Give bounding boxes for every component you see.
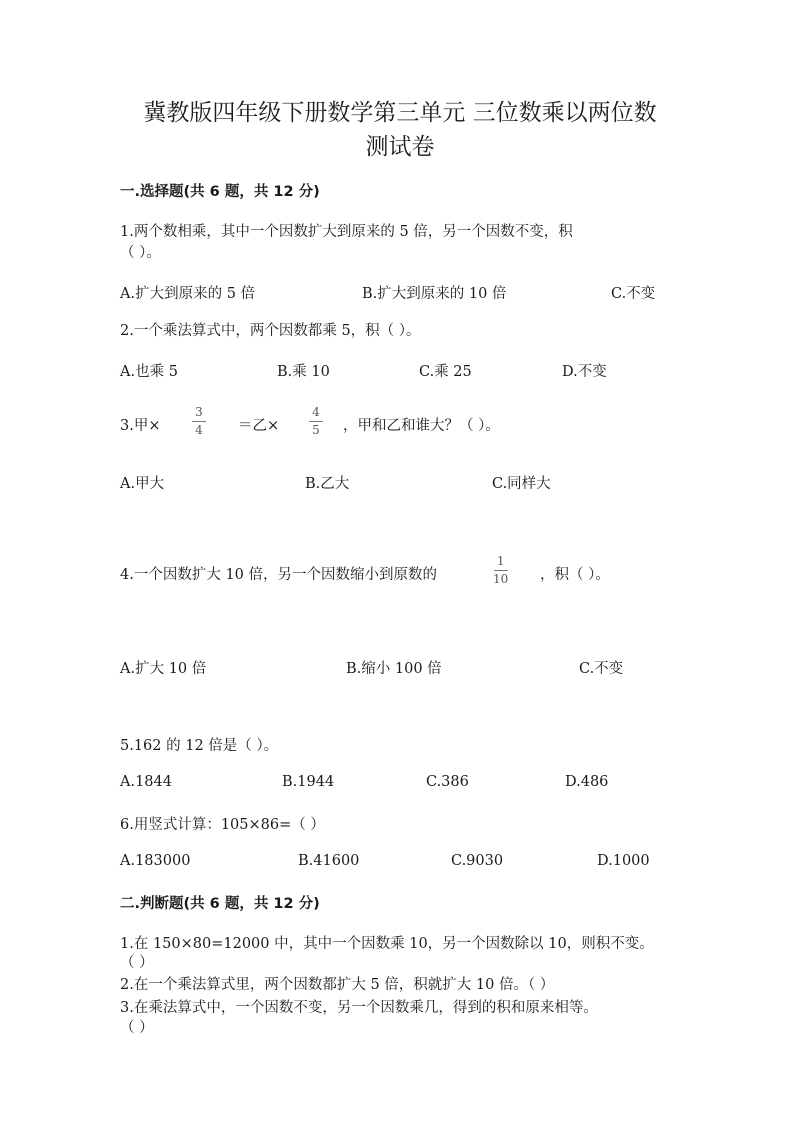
fraction-1-denominator: 4 (195, 423, 203, 437)
question-1-option-b: B.扩大到原来的 10 倍 (362, 286, 507, 302)
question-2-text: 2.一个乘法算式中，两个因数都乘 5，积（ ）。 (120, 323, 421, 339)
question-6-option-c: C.9030 (451, 853, 504, 869)
fraction-bar (494, 570, 508, 571)
question-2-option-a: A.也乘 5 (120, 364, 178, 380)
question-6-option-b: B.41600 (298, 853, 360, 869)
section-heading-choice: 一.选择题(共 6 题，共 12 分) (120, 184, 320, 200)
judgement-3-blank: （ ） (120, 1020, 154, 1036)
question-3-mid: ＝乙× (238, 418, 280, 434)
question-6-option-d: D.1000 (597, 853, 650, 869)
question-2-option-c: C.乘 25 (419, 364, 472, 380)
question-1-option-c: C.不变 (611, 286, 656, 302)
question-5-option-a: A.1844 (120, 774, 172, 790)
question-1-text: 1.两个数相乘，其中一个因数扩大到原来的 5 倍，另一个因数不变，积 (120, 224, 573, 240)
question-4-option-b: B.缩小 100 倍 (346, 661, 442, 677)
question-5-option-d: D.486 (565, 774, 609, 790)
question-4-option-a: A.扩大 10 倍 (120, 661, 207, 677)
question-5-text: 5.162 的 12 倍是（ ）。 (120, 738, 279, 754)
question-4-option-c: C.不变 (579, 661, 624, 677)
question-5-option-b: B.1944 (282, 774, 335, 790)
fraction-2-bar (309, 421, 323, 422)
question-3-fraction-2 (309, 405, 323, 437)
fraction-2-denominator: 5 (312, 423, 320, 437)
fraction-1-bar (192, 421, 206, 422)
question-4-fraction (493, 554, 508, 586)
fraction-numerator: 1 (496, 554, 505, 568)
question-3-option-a: A.甲大 (120, 476, 165, 492)
judgement-2-text: 2.在一个乘法算式里，两个因数都扩大 5 倍，积就扩大 10 倍。（ ） (120, 977, 555, 993)
question-4-prefix: 4.一个因数扩大 10 倍，另一个因数缩小到原数的 (120, 567, 438, 583)
fraction-denominator: 10 (493, 572, 509, 586)
question-3-option-c: C.同样大 (492, 476, 551, 492)
judgement-1-text: 1.在 150×80=12000 中，其中一个因数乘 10，另一个因数除以 10，则积不变。 (120, 936, 654, 952)
question-3-suffix: ，甲和乙和谁大？（ ）。 (343, 418, 500, 434)
question-2-option-b: B.乘 10 (277, 364, 330, 380)
question-3-fraction-1 (192, 405, 206, 437)
question-1-blank: （ ）。 (120, 245, 161, 261)
judgement-3-text: 3.在乘法算式中，一个因数不变，另一个因数乘几，得到的积和原来相等。 (120, 1000, 598, 1016)
question-3-prefix: 3.甲× (120, 418, 161, 434)
page-title-line2: 测试卷 (365, 134, 435, 160)
page-title-line1: 冀教版四年级下册数学第三单元 三位数乘以两位数 (143, 100, 657, 126)
question-1-option-a: A.扩大到原来的 5 倍 (120, 286, 256, 302)
question-2-option-d: D.不变 (562, 364, 607, 380)
section-heading-judgement: 二.判断题(共 6 题，共 12 分) (120, 896, 320, 912)
fraction-2-numerator: 4 (312, 405, 320, 419)
question-3-option-b: B.乙大 (305, 476, 350, 492)
fraction-1-numerator: 3 (195, 405, 203, 419)
question-5-option-c: C.386 (426, 774, 469, 790)
question-6-text: 6.用竖式计算：105×86=（ ） (120, 817, 325, 833)
judgement-1-blank: （ ） (120, 955, 154, 971)
question-6-option-a: A.183000 (120, 853, 191, 869)
question-4-suffix: ，积（ ）。 (540, 567, 610, 583)
